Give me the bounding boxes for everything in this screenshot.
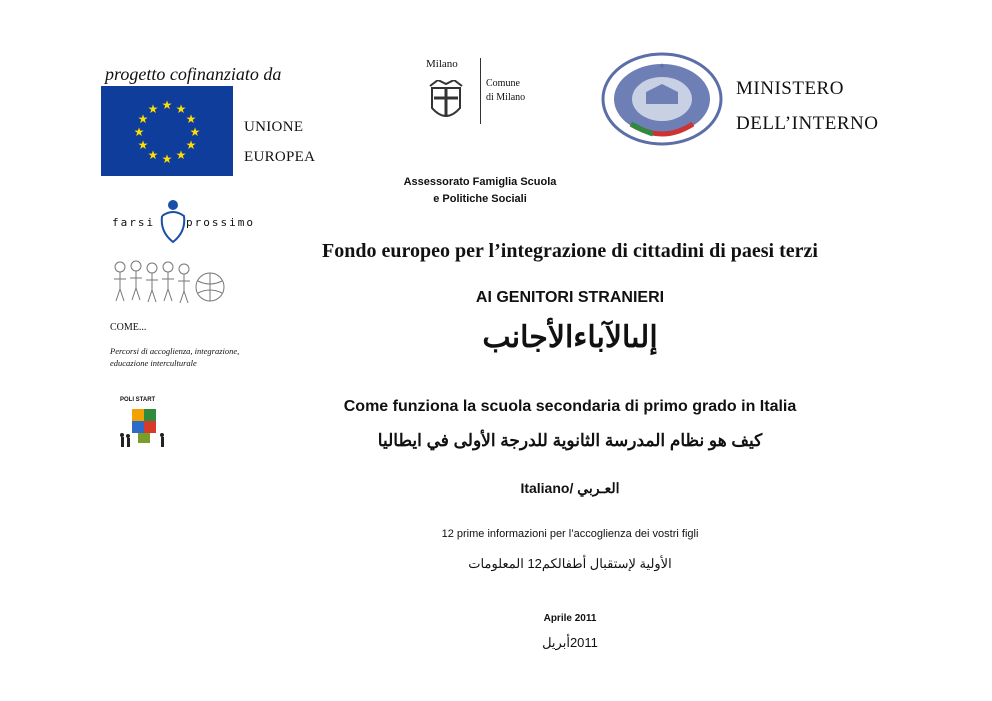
eu-flag-logo <box>101 86 233 176</box>
milano-divider <box>480 58 481 124</box>
prime-info-line: 12 prime informazioni per l’accoglienza dei vostri figli <box>441 528 699 540</box>
farsi-prossimo-logo <box>112 198 262 248</box>
genitori-arabic-heading: إلىالآباءالأجانب <box>482 321 658 354</box>
genitori-heading: AI GENITORI STRANIERI <box>475 289 665 306</box>
come-funziona-heading: Come funziona la scuola secondaria di primo grado in Italia <box>343 398 797 415</box>
eu-label-line1: UNIONE <box>244 119 304 135</box>
svg-text:★: ★ <box>189 125 201 139</box>
farsi-left-text: farsi <box>112 216 156 229</box>
assessorato-line2: e Politiche Sociali <box>433 193 527 205</box>
milano-crest-icon <box>424 80 468 126</box>
svg-text:★: ★ <box>161 152 173 166</box>
farsi-right-text: prossimo <box>186 216 255 229</box>
comune-line2: di Milano <box>486 92 526 103</box>
language-line: Italiano/ العـربي <box>520 480 620 496</box>
assessorato-line1: Assessorato Famiglia Scuola <box>403 176 557 188</box>
svg-text:★: ★ <box>185 138 197 152</box>
svg-text:★: ★ <box>147 102 159 116</box>
svg-text:★: ★ <box>175 148 187 162</box>
ministero-line2: DELL’INTERNO <box>736 113 879 134</box>
date-italian: Aprile 2011 <box>543 613 597 624</box>
comune-line1: Comune <box>486 78 520 89</box>
fondo-title: Fondo europeo per l’integrazione di cittadini di paesi terzi <box>322 240 818 262</box>
comune-milano-logo <box>422 58 530 130</box>
come-subtitle <box>110 345 270 369</box>
svg-text:★: ★ <box>133 125 145 139</box>
come-funziona-arabic-heading: كيف هو نظام المدرسة الثانوية للدرجة الأولى في ايطاليا <box>377 431 763 450</box>
assessorato-label <box>360 174 600 208</box>
come-title: COME... <box>110 322 147 333</box>
person-circle-icon <box>156 198 190 246</box>
date-arabic: 2011أبريل <box>542 635 598 650</box>
prime-info-arabic-line: الأولية لإستقبال أطفالكم12 المعلومات <box>468 556 672 571</box>
svg-text:★: ★ <box>137 112 149 126</box>
svg-text:★: ★ <box>175 102 187 116</box>
svg-text:★: ★ <box>147 148 159 162</box>
svg-text:★: ★ <box>137 138 149 152</box>
eu-label-line2: EUROPEA <box>244 149 316 165</box>
poli-start-graphic <box>118 405 170 455</box>
svg-text:★: ★ <box>161 98 173 112</box>
come-subtitle-line1: Percorsi di accoglienza, integrazione, <box>110 346 240 356</box>
svg-text:★: ★ <box>185 112 197 126</box>
come-children-illustration <box>110 257 245 307</box>
poli-start-logo <box>118 397 170 455</box>
come-subtitle-line2: educazione interculturale <box>110 358 197 368</box>
ministero-seal-logo <box>601 52 723 147</box>
cofinanced-label: progetto cofinanziato da <box>105 64 282 84</box>
svg-text:★: ★ <box>658 62 666 70</box>
milano-city-name: Milano <box>426 58 458 70</box>
poli-start-text: POLI START <box>120 397 156 403</box>
ministero-line1: MINISTERO <box>736 78 844 99</box>
